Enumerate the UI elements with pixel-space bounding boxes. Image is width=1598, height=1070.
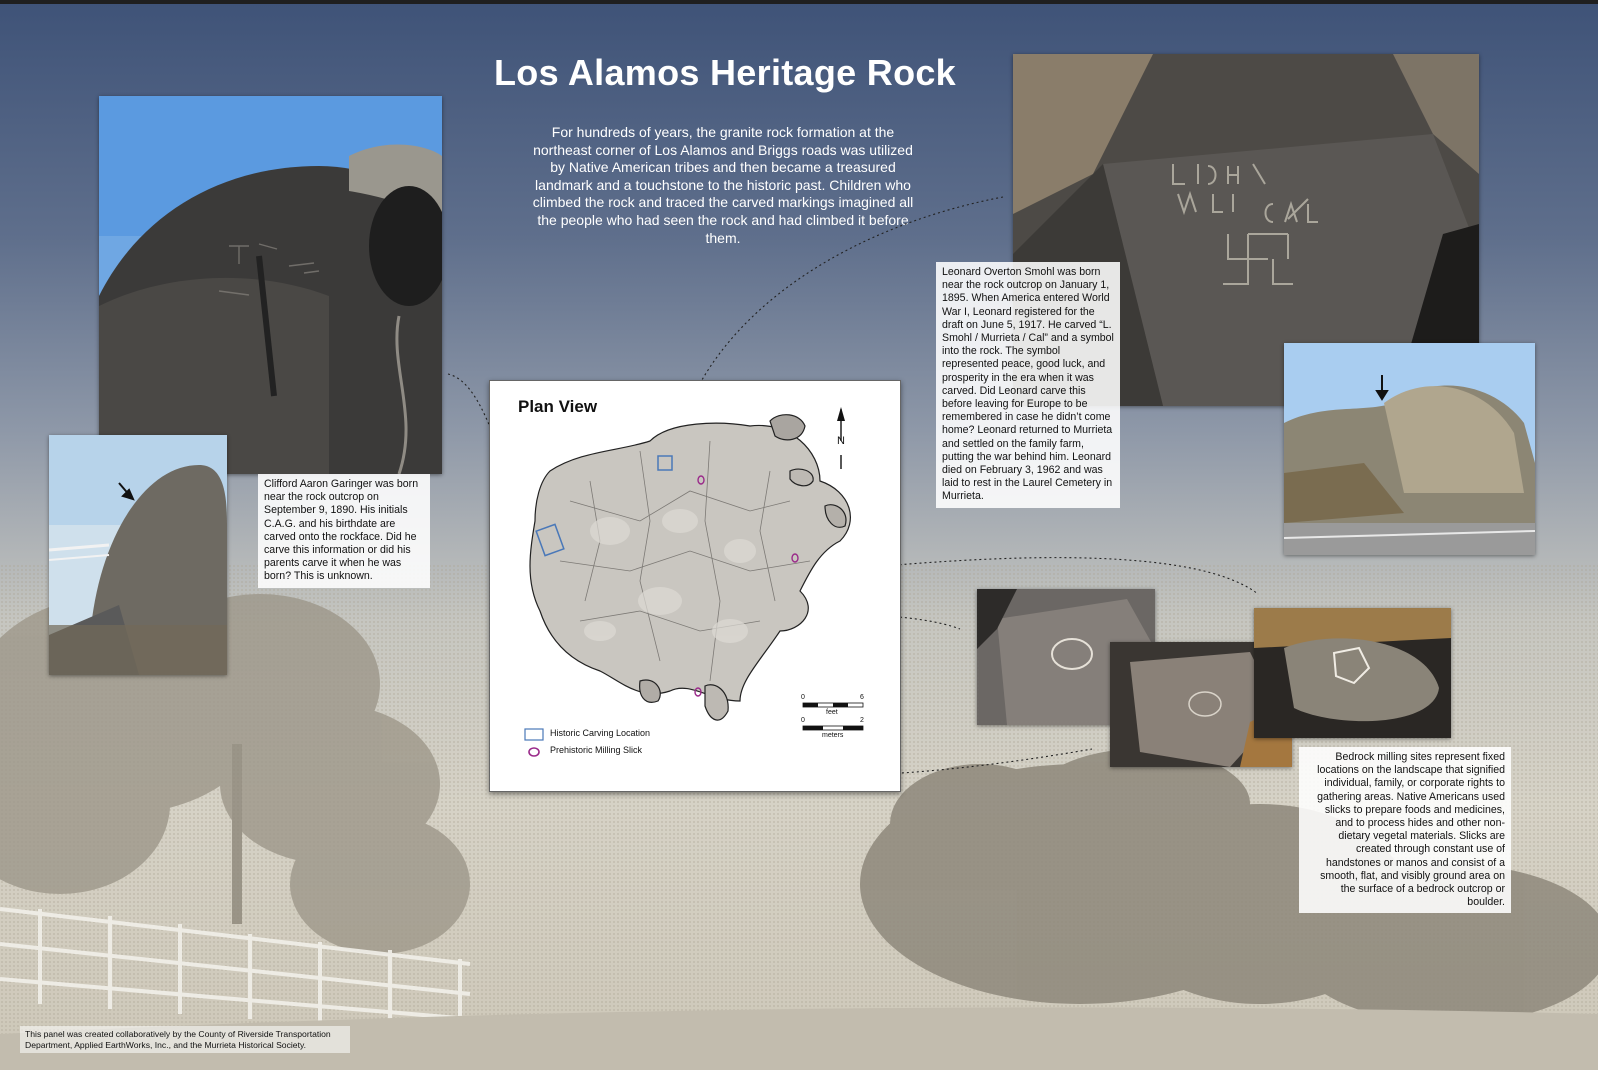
garinger-rock-site-photo — [49, 435, 227, 675]
scale-feet-end: 6 — [860, 694, 864, 701]
purple-ellipse-icon — [529, 748, 539, 756]
smohl-rock-site-photo — [1284, 343, 1535, 555]
milling-slick-photo-3 — [1254, 608, 1451, 738]
heritage-panel — [0, 4, 1598, 1070]
scale-bar-meters — [803, 726, 863, 730]
scale-meters-start: 0 — [801, 717, 805, 724]
garinger-caption: Clifford Aaron Garinger was born near the rock outcrop on September 9, 1890. His initials C.A.G. and his birthdate are carved onto the rockface. Did he carve this information or did his parents carve it when he was born? This is unknown. — [258, 474, 430, 588]
scale-feet-unit: feet — [826, 709, 838, 716]
page-title: Los Alamos Heritage Rock — [494, 52, 956, 93]
intro-text: For hundreds of years, the granite rock formation at the northeast corner of Los Alamos and Briggs roads was utilized by Native American tribes and then became a treasured landmark and a touchstone to the historic past. Children who climbed the rock and traced the carved markings imagined all the people who had seen the rock and had climbed it before them. — [532, 124, 914, 246]
north-label: N — [837, 435, 845, 447]
legend-milling: Prehistoric Milling Slick — [550, 745, 643, 755]
credit-note: This panel was created collaboratively by the County of Riverside Transportation Department, Applied EarthWorks, Inc., and the Murrieta Historical Society. — [20, 1026, 350, 1053]
smohl-caption: Leonard Overton Smohl was born near the rock outcrop on January 1, 1895. When America entered World War I, Leonard registered for the draft on June 5, 1917. He carved “L. Smohl / Murrieta / Cal” and a symbol into the rock. The symbol represented peace, good luck, and prosperity in the era when it was carved. Did Leonard carve this before leaving for Europe to be remembered in case he didn’t come home? Leonard returned to Murrieta and settled on the family farm, putting the war behind him. Leonard died on February 3, 1962 and was laid to rest in the Laurel Cemetery in Murrieta. — [936, 262, 1120, 508]
scale-meters-unit: meters — [822, 732, 844, 739]
scale-meters-end: 2 — [860, 717, 864, 724]
scale-bar-feet — [803, 703, 863, 707]
milling-caption: Bedrock milling sites represent fixed locations on the landscape that signified individual, family, or corporate rights to gathering areas. Native Americans used slicks to prepare foods and medicines, and to process hides and other non-dietary vegetal materials. Slicks are created through constant use of handstones or manos and consist of a smooth, flat, and visibly ground area on the surface of a bedrock outcrop or boulder. — [1299, 747, 1511, 913]
scale-feet-start: 0 — [801, 694, 805, 701]
plan-view-title: Plan View — [518, 397, 598, 416]
garinger-carving-photo — [99, 96, 442, 474]
legend-historic: Historic Carving Location — [550, 728, 651, 738]
blue-rectangle-icon — [525, 729, 543, 740]
plan-view-map — [489, 380, 901, 792]
